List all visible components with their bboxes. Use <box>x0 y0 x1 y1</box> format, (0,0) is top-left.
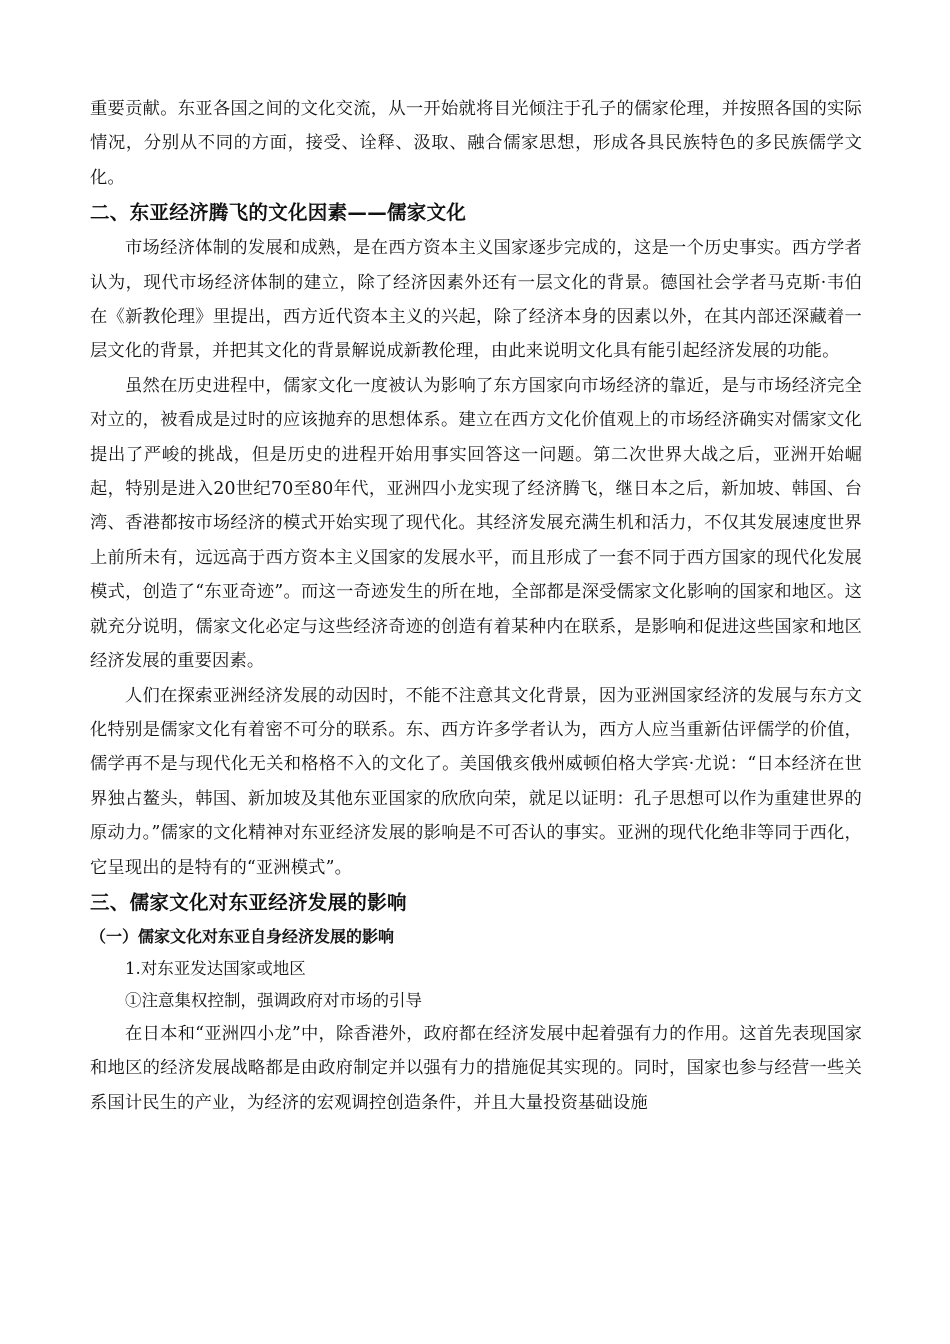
section-heading-2: 二、东亚经济腾飞的文化因素——儒家文化 <box>90 201 467 225</box>
list-item-centralized-control: ①注意集权控制，强调政府对市场的引导 <box>125 990 422 1010</box>
paragraph-continuation: 重要贡献。东亚各国之间的文化交流，从一开始就将目光倾注于孔子的儒家伦理，并按照各国的实际情况，分别从不同的方面，接受、诠释、汲取、融合儒家思想，形成各具民族特色的多民族儒学文化。 <box>90 99 862 188</box>
paragraph-east-asian-miracle: 虽然在历史进程中，儒家文化一度被认为影响了东方国家向市场经济的靠近，是与市场经济完全对立的，被看成是过时的应该抛弃的思想体系。建立在西方文化价值观上的市场经济确实对儒家文化提出了严峻的挑战，但是历史的进程开始用事实回答这一问题。第二次世界大战之后，亚洲开始崛起，特别是进入20世纪70至80年代，亚洲四小龙实现了经济腾飞，继日本之后，新加坡、韩国、台湾、香港都按市场经济的模式开始实现了现代化。其经济发展充满生机和活力，不仅其发展速度世界上前所未有，远远高于西方资本主义国家的发展水平，而且形成了一套不同于西方国家的现代化发展模式，创造了“东亚奇迹”。而这一奇迹发生的所在地，全部都是深受儒家文化影响的国家和地区。这就充分说明，儒家文化必定与这些经济奇迹的创造有着某种内在联系，是影响和促进这些国家和地区经济发展的重要因素。 <box>90 375 862 672</box>
paragraph-cultural-background: 人们在探索亚洲经济发展的动因时，不能不注意其文化背景，因为亚洲国家经济的发展与东方文化特别是儒家文化有着密不可分的联系。东、西方许多学者认为，西方人应当重新估评儒学的价值，儒学再不是与现代化无关和格格不入的文化了。美国俄亥俄州威顿伯格大学宾·尤说：“日本经济在世界独占鳌头，韩国、新加坡及其他东亚国家的欣欣向荣，就足以证明：孔子思想可以作为重建世界的原动力。”儒家的文化精神对东亚经济发展的影响是不可否认的事实。亚洲的现代化绝非等同于西化，它呈现出的是特有的“亚洲模式”。 <box>90 685 862 878</box>
section-heading-3: 三、儒家文化对东亚经济发展的影响 <box>90 890 407 914</box>
list-item-developed-regions: 1.对东亚发达国家或地区 <box>125 958 306 978</box>
paragraph-market-economy: 市场经济体制的发展和成熟，是在西方资本主义国家逐步完成的，这是一个历史事实。西方学者认为，现代市场经济体制的建立，除了经济因素外还有一层文化的背景。德国社会学者马克斯·韦伯在《新教伦理》里提出，西方近代资本主义的兴起，除了经济本身的因素以外，在其内部还深藏着一层文化的背景，并把其文化的背景解说成新教伦理，由此来说明文化具有能引起经济发展的功能。 <box>90 238 862 362</box>
paragraph-government-role: 在日本和“亚洲四小龙”中，除香港外，政府都在经济发展中起着强有力的作用。这首先表现国家和地区的经济发展战略都是由政府制定并以强有力的措施促其实现的。同时，国家也参与经营一些关系国计民生的产业，为经济的宏观调控创造条件，并且大量投资基础设施 <box>90 1023 862 1113</box>
document-page <box>90 92 862 1120</box>
subsection-heading-1: （一）儒家文化对东亚自身经济发展的影响 <box>90 926 395 946</box>
